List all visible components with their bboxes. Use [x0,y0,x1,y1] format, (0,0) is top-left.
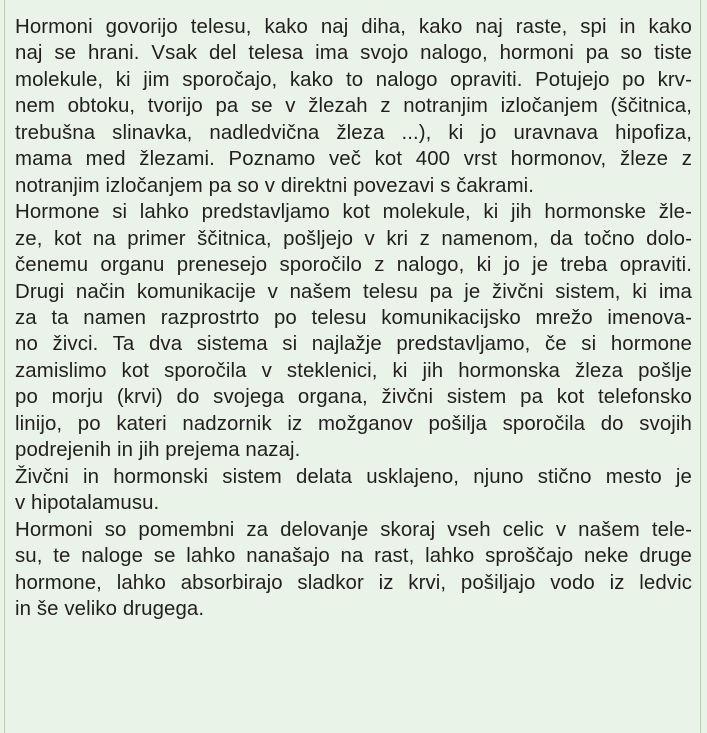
text-line: za ta namen razprostrto po telesu komunikacijsko mrežo imenova- [15,306,692,329]
text-line: no živci. Ta dva sistema si najlažje predstavljamo, če si hormone [15,333,692,356]
text-line: hormone, lahko absorbirajo sladkor iz krvi, pošiljajo vodo iz ledvic [15,571,692,594]
text-line: naj se hrani. Vsak del telesa ima svojo nalogo, hormoni pa so tiste [15,42,692,65]
text-line: podrejenih in jih prejema nazaj. [15,439,301,462]
text-line: in še veliko drugega. [15,597,205,620]
text-box [4,0,701,733]
text-line: nem obtoku, tvorijo pa se v žlezah z notranjim izločanjem (ščitnica, [15,95,692,118]
text-line: su, te naloge se lahko nanašajo na rast, lahko sproščajo neke druge [15,545,692,568]
text-line: ze, kot na primer ščitnica, pošljejo v kri z namenom, da točno dolo- [15,227,692,250]
paragraph-hormones-molecules [15,199,692,464]
paragraph-hormone-functions [15,517,692,623]
text-line: linijo, po kateri nadzornik iz možganov pošilja sporočila do svojih [15,412,692,435]
text-line: molekule, ki jim sporočajo, kako to nalogo opraviti. Potujejo po krv- [15,68,692,91]
text-line: mama med žlezami. Poznamo več kot 400 vrst hormonov, žleze z [15,148,692,171]
text-line: Hormone si lahko predstavljamo kot molekule, ki jih hormonske žle- [15,201,692,224]
paragraph-hormones-intro [15,14,692,199]
paragraph-nervous-hormonal-systems [15,464,692,517]
text-line: čenemu organu prenesejo sporočilo z nalogo, ki jo je treba opraviti. [15,254,692,277]
text-line: po morju (krvi) do svojega organa, živčni sistem pa kot telefonsko [15,386,692,409]
text-line: Hormoni govorijo telesu, kako naj diha, kako naj raste, spi in kako [15,16,692,38]
text-line: zamislimo kot sporočila v steklenici, ki jih hormonska žleza pošlje [15,359,692,382]
text-line: v hipotalamusu. [15,492,160,515]
text-line: Živčni in hormonski sistem delata usklajeno, njuno stično mesto je [15,465,692,488]
text-line: trebušna slinavka, nadledvična žleza ...), ki jo uravnava hipofiza, [15,121,692,144]
text-line: Drugi način komunikacije v našem telesu pa je živčni sistem, ki ima [15,280,692,303]
text-line: Hormoni so pomembni za delovanje skoraj vseh celic v našem tele- [15,518,692,541]
text-line: notranjim izločanjem pa so v direktni povezavi s čakrami. [15,174,535,197]
